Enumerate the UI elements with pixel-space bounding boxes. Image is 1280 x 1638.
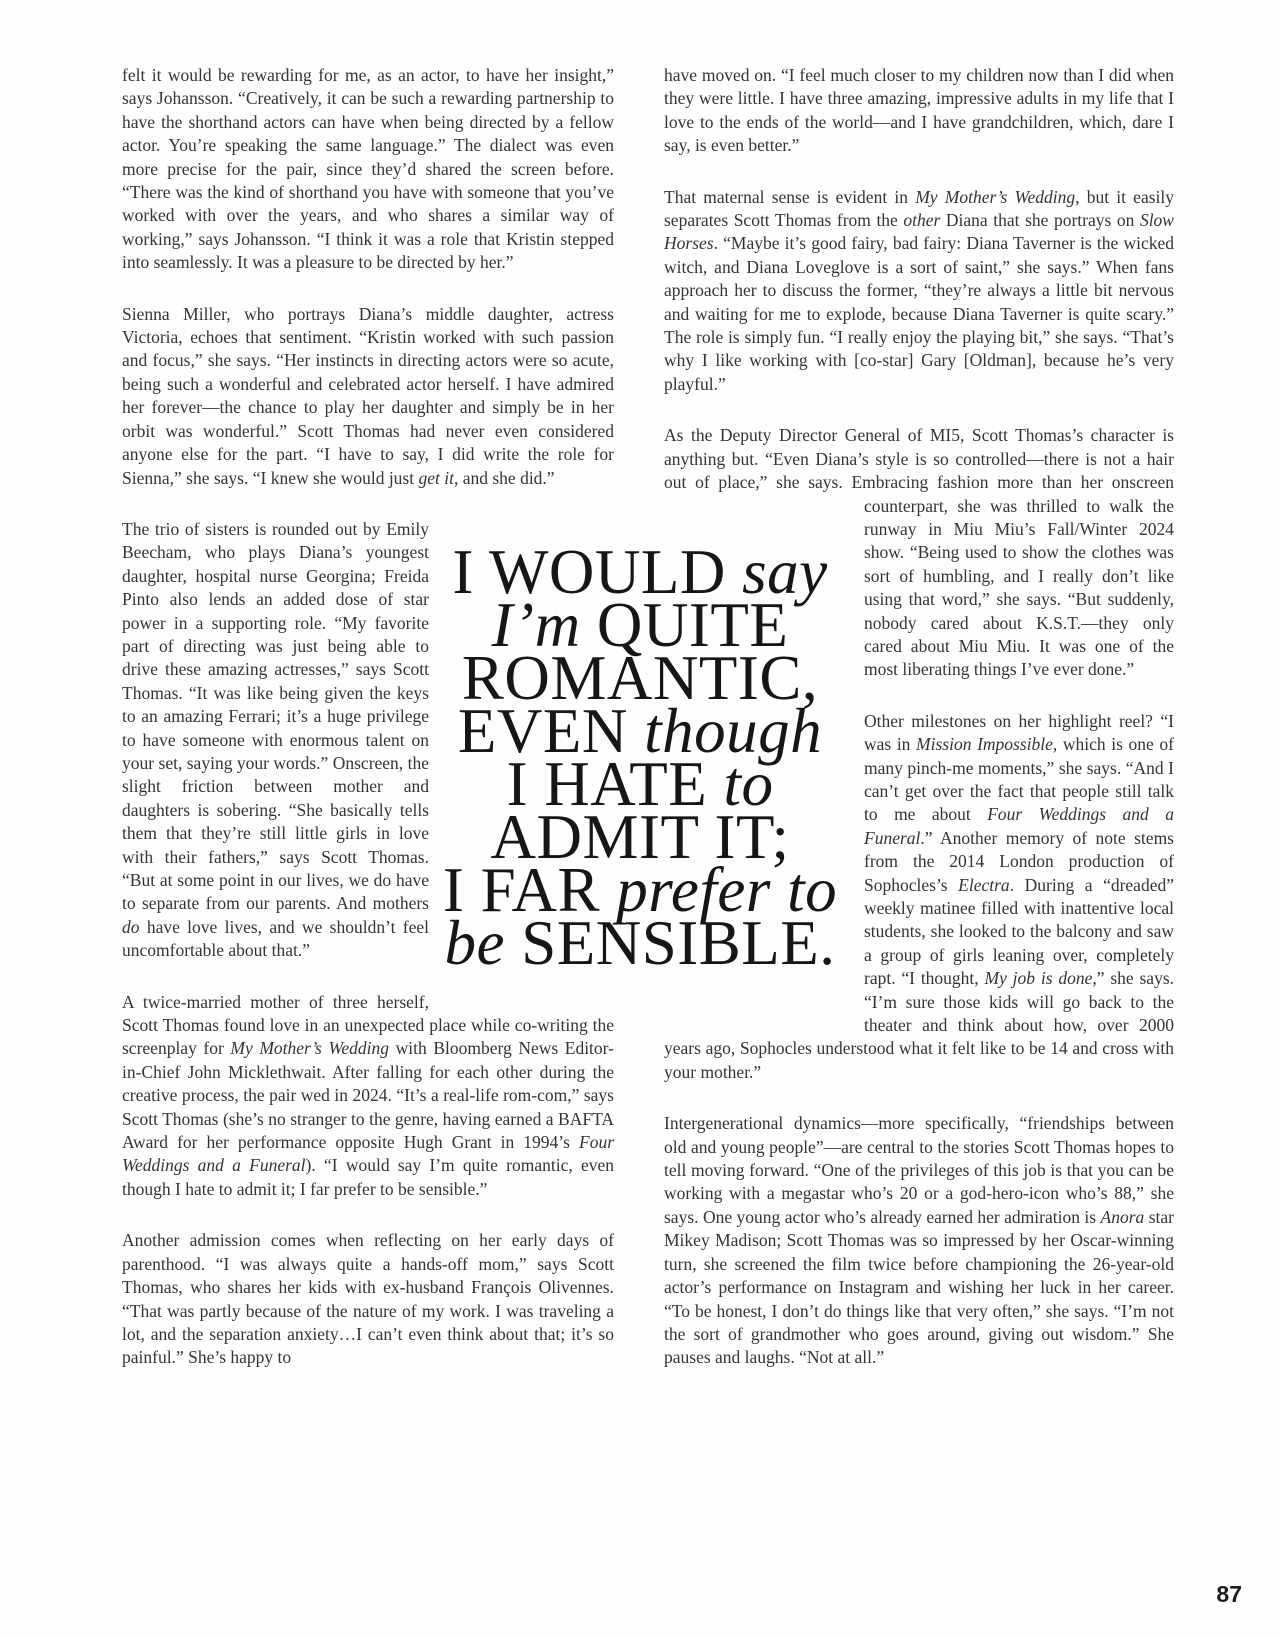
article-column-right xyxy=(664,64,1174,1398)
article-column-left xyxy=(122,64,614,1398)
page-number: 87 xyxy=(1216,1581,1242,1607)
article-paragraph: Other milestones on her highlight reel? “I was in Mission Impossible, which is one of many pinch-me moments,” she says. “And I can’t get over the fact that people still talk to me about Four Weddings and a Funeral.” Another memory of note stems from the 2014 London production of Sophocles’s Electra. During a “dreaded” weekly matinee filled with inattentive local students, she looked to the balcony and saw a group of girls leaning over, completely rapt. “I thought, My job is done,” she says. “I’m sure those kids will go back to the theater and think about how, over 2000 years ago, Sophocles understood what it felt like to be 14 and cross with your mother.” xyxy=(664,710,1175,1082)
article-paragraph: Intergenerational dynamics—more specifically, “friendships between old and young people”—are central to the stories Scott Thomas hopes to tell moving forward. “One of the privileges of this job is that you can be working with a megastar who’s 20 or a god-hero-icon who’s 88,” she says. One young actor who’s already earned her admiration is Anora star Mikey Madison; Scott Thomas was so impressed by her Oscar-winning turn, she screened the film twice before championing the 26-year-old actor’s performance on Instagram and wishing her luck in her career. “To be honest, I don’t do things like that very often,” she says. “I’m not the sort of grandmother who goes around, giving out wisdom.” She pauses and laughs. “Not at all.” xyxy=(664,1113,1174,1368)
pull-quote-line: I HATE to xyxy=(506,749,774,819)
pull-quote-line: I’m QUITE xyxy=(491,590,789,660)
article-paragraph: A twice-married mother of three herself, Scott Thomas found love in an unexpected place while co-writing the screenplay for My Mother’s Wedding with Bloomberg News Editor-in-Chief John Micklethwait. After falling for each other during the creative process, the pair wed in 2024. “It’s a real-life rom-com,” says Scott Thomas (she’s no stranger to the genre, having earned a BAFTA Award for her performance opposite Hugh Grant in 1994’s Four Weddings and a Funeral). “I would say I’m quite romantic, even though I hate to admit it; I far prefer to be sensible.” xyxy=(122,991,614,1199)
article-paragraph: The trio of sisters is rounded out by Emily Beecham, who plays Diana’s youngest daughter, hospital nurse Georgina; Freida Pinto also lends an added dose of star power in a supporting role. “My favorite part of directing was just being able to drive these amazing actresses,” says Scott Thomas. “It was like being given the keys to an amazing Ferrari; it’s a huge privilege to have someone with enormous talent on your set, saying your words.” Onscreen, the slight friction between mother and daughters is sobering. “She basically tells them that they’re still little girls in love with their fathers,” says Scott Thomas. “But at some point in our lives, we do have to separate from our parents. And mothers do have love lives, and we shouldn’t feel uncomfortable about that.” xyxy=(122,518,429,961)
pull-quote-line: be SENSIBLE. xyxy=(444,908,836,978)
article-paragraph: As the Deputy Director General of MI5, Scott Thomas’s character is anything but. “Even Diana’s style is so controlled—there is not a hair out of place,” she says. Embracing fashion more than her onscreen counterpart, she was thrilled to walk the runway in Miu Miu’s Fall/Winter 2024 show. “Being used to show the clothes was sort of humbling, and I really don’t like using that word,” she says. “But suddenly, nobody cared about K.S.T.—they only cared about Miu Miu. It was one of the most liberating things I’ve ever done.” xyxy=(664,425,1174,680)
pullquote-wrap-spacer-block xyxy=(429,514,614,1011)
article-body xyxy=(122,64,1174,1398)
article-paragraph: have moved on. “I feel much closer to my children now than I did when they were little. I have three amazing, impressive adults in my life that I love to the ends of the world—and I have grandchildren, which, dare I say, is even better.” xyxy=(664,65,1174,156)
pull-quote-line: I WOULD say xyxy=(452,537,828,607)
pullquote-wrap-spacer-block xyxy=(664,516,864,1026)
article-paragraph: That maternal sense is evident in My Mother’s Wedding, but it easily separates Scott Thomas from the other Diana that she portrays on Slow Horses. “Maybe it’s good fairy, bad fairy: Diana Taverner is the wicked witch, and Diana Loveglove is a sort of saint,” she says.” When fans approach her to discuss the former, “they’re always a little bit nervous and waiting for me to explode, because Diana Taverner is quite scary.” The role is simply fun. “I really enjoy the playing bit,” she says. “That’s why I like working with [co-star] Gary [Oldman], because he’s very playful.” xyxy=(664,186,1174,394)
pull-quote-line: ROMANTIC, xyxy=(461,643,819,713)
pull-quote-line: I FAR prefer to xyxy=(442,855,838,925)
article-paragraph: Sienna Miller, who portrays Diana’s middle daughter, actress Victoria, echoes that sentiment. “Kristin worked with such passion and focus,” she says. “Her instincts in directing actors were so acute, being such a wonderful and celebrated actor herself. I have admired her forever—the chance to play her daughter and simply be in her orbit was wonderful.” Scott Thomas had never even considered anyone else for the part. “I have to say, I did write the role for Sienna,” she says. “I knew she would just get it, and she did.” xyxy=(122,303,614,488)
article-paragraph: Another admission comes when reflecting on her early days of parenthood. “I was always quite a hands-off mom,” says Scott Thomas, who shares her kids with ex-husband François Olivennes. “That was partly because of the nature of my work. I was traveling a lot, and the separation anxiety…I can’t even think about that; it’s so painful.” She’s happy to xyxy=(122,1230,614,1368)
pull-quote-line: EVEN though xyxy=(457,696,823,766)
article-paragraph: felt it would be rewarding for me, as an actor, to have her insight,” says Johansson. “Creatively, it can be such a rewarding partnership to have the shorthand actors can have when being directed by a fellow actor. You’re speaking the same language.” The dialect was even more precise for the pair, since they’d shared the screen before. “There was the kind of shorthand you have with someone that you’ve worked with over the years, and who shares a similar way of working,” says Johansson. “I think it was a role that Kristin stepped into seamlessly. It was a pleasure to be directed by her.” xyxy=(122,65,614,273)
pull-quote-line: ADMIT IT; xyxy=(490,802,790,872)
